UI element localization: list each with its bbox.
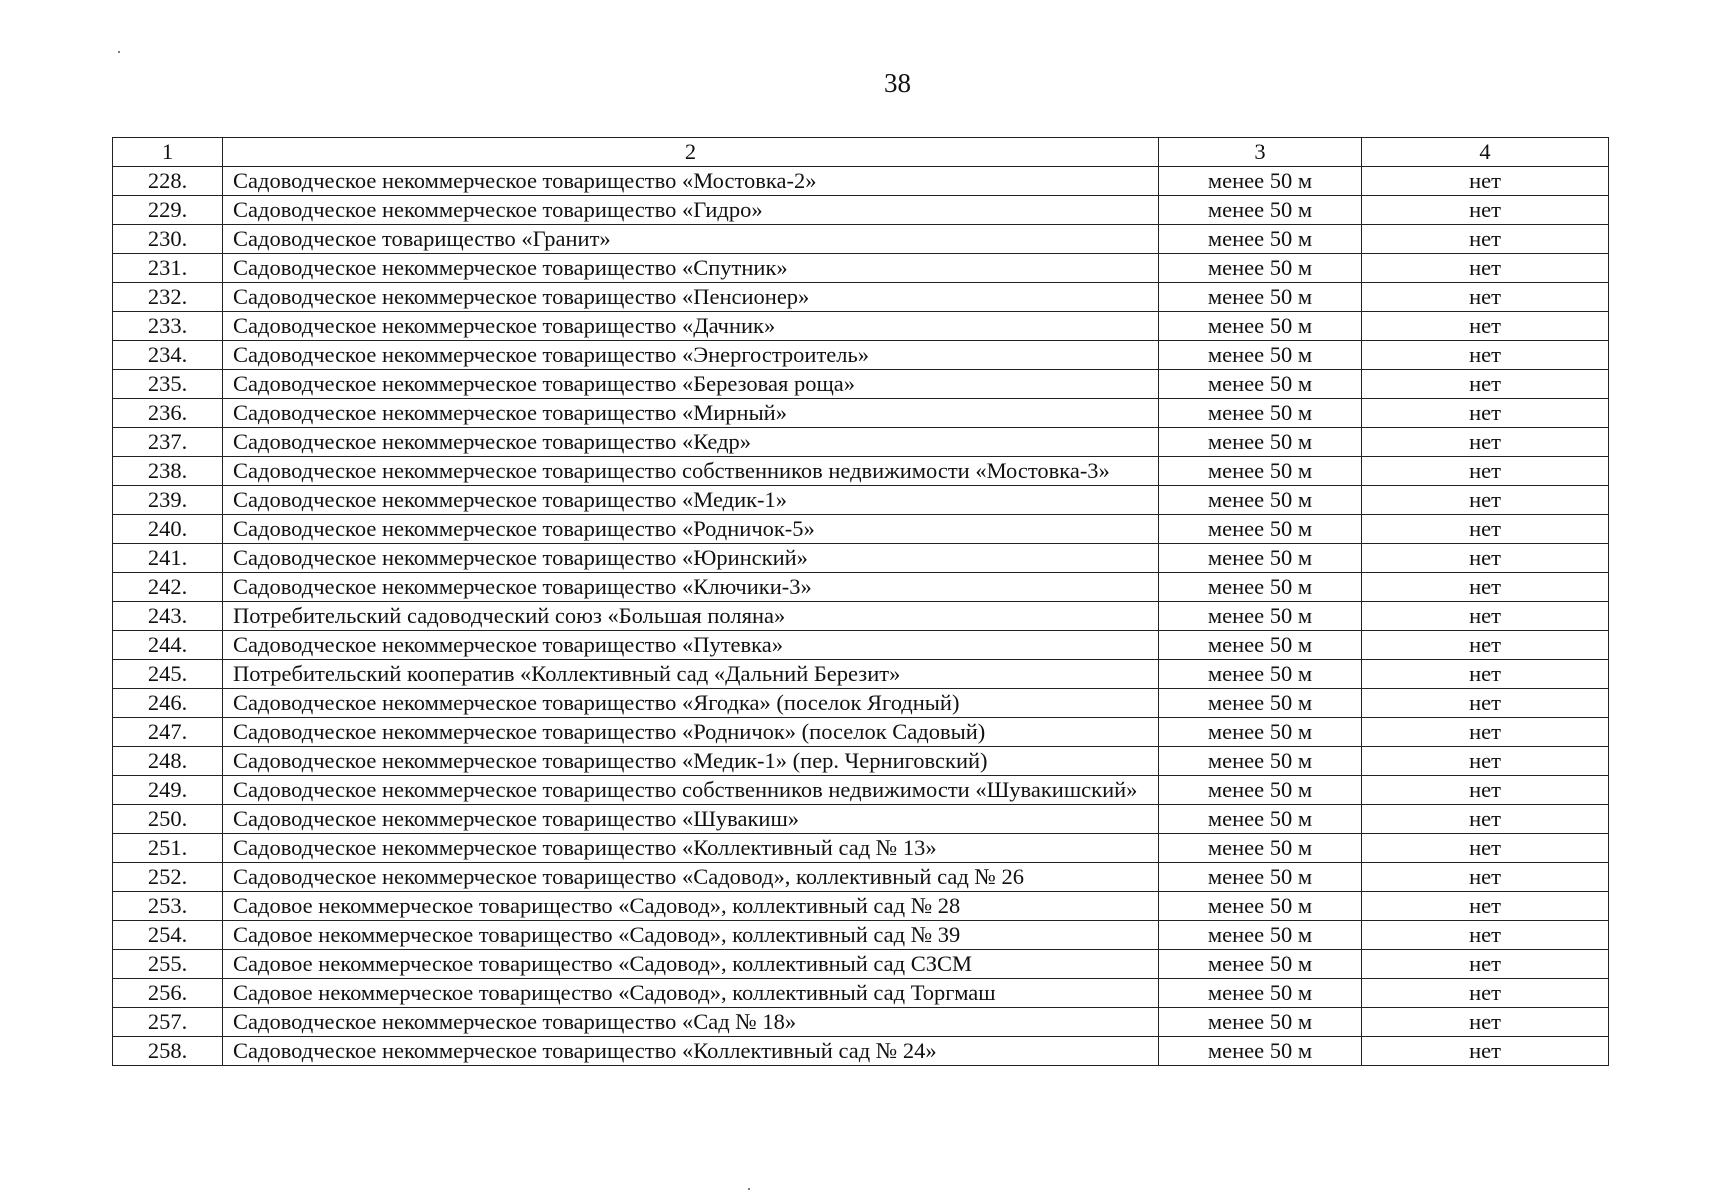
table-row <box>113 225 1609 254</box>
row-status: нет <box>1362 428 1609 457</box>
row-organization-name: Садоводческое некоммерческое товарищество «Садовод», коллективный сад № 26 <box>223 863 1159 892</box>
row-status: нет <box>1362 399 1609 428</box>
row-number: 238. <box>113 457 223 486</box>
row-number: 243. <box>113 602 223 631</box>
row-status: нет <box>1362 573 1609 602</box>
table-row <box>113 1037 1609 1066</box>
row-distance: менее 50 м <box>1159 486 1362 515</box>
row-distance: менее 50 м <box>1159 399 1362 428</box>
row-status: нет <box>1362 283 1609 312</box>
row-number: 236. <box>113 399 223 428</box>
row-distance: менее 50 м <box>1159 283 1362 312</box>
row-organization-name: Садоводческое некоммерческое товарищество «Мирный» <box>223 399 1159 428</box>
row-number: 242. <box>113 573 223 602</box>
row-number: 254. <box>113 921 223 950</box>
table-row <box>113 892 1609 921</box>
row-status: нет <box>1362 312 1609 341</box>
row-distance: менее 50 м <box>1159 515 1362 544</box>
row-status: нет <box>1362 718 1609 747</box>
row-distance: менее 50 м <box>1159 776 1362 805</box>
scan-speck <box>118 51 120 53</box>
table-row <box>113 1008 1609 1037</box>
table-row <box>113 602 1609 631</box>
row-status: нет <box>1362 921 1609 950</box>
row-number: 233. <box>113 312 223 341</box>
table-row <box>113 718 1609 747</box>
row-distance: менее 50 м <box>1159 196 1362 225</box>
row-distance: менее 50 м <box>1159 428 1362 457</box>
row-distance: менее 50 м <box>1159 1008 1362 1037</box>
row-distance: менее 50 м <box>1159 225 1362 254</box>
row-number: 248. <box>113 747 223 776</box>
row-organization-name: Садоводческое некоммерческое товарищество «Мостовка-2» <box>223 167 1159 196</box>
row-status: нет <box>1362 196 1609 225</box>
row-status: нет <box>1362 950 1609 979</box>
table-row <box>113 660 1609 689</box>
table-row <box>113 428 1609 457</box>
row-distance: менее 50 м <box>1159 341 1362 370</box>
row-status: нет <box>1362 747 1609 776</box>
table-row <box>113 341 1609 370</box>
header-col-4: 4 <box>1362 138 1609 167</box>
row-number: 229. <box>113 196 223 225</box>
row-distance: менее 50 м <box>1159 370 1362 399</box>
row-organization-name: Садоводческое некоммерческое товарищество «Юринский» <box>223 544 1159 573</box>
row-number: 251. <box>113 834 223 863</box>
table-row <box>113 776 1609 805</box>
row-status: нет <box>1362 805 1609 834</box>
row-distance: менее 50 м <box>1159 544 1362 573</box>
row-status: нет <box>1362 457 1609 486</box>
row-status: нет <box>1362 834 1609 863</box>
table-row <box>113 167 1609 196</box>
row-distance: менее 50 м <box>1159 834 1362 863</box>
row-distance: менее 50 м <box>1159 805 1362 834</box>
row-status: нет <box>1362 892 1609 921</box>
table-row <box>113 689 1609 718</box>
row-distance: менее 50 м <box>1159 1037 1362 1066</box>
table-row <box>113 254 1609 283</box>
row-number: 255. <box>113 950 223 979</box>
row-organization-name: Потребительский кооператив «Коллективный сад «Дальний Березит» <box>223 660 1159 689</box>
row-distance: менее 50 м <box>1159 660 1362 689</box>
row-number: 237. <box>113 428 223 457</box>
row-status: нет <box>1362 167 1609 196</box>
row-distance: менее 50 м <box>1159 254 1362 283</box>
row-distance: менее 50 м <box>1159 921 1362 950</box>
row-organization-name: Садоводческое некоммерческое товарищество «Шувакиш» <box>223 805 1159 834</box>
row-organization-name: Садоводческое некоммерческое товарищество собственников недвижимости «Мостовка-3» <box>223 457 1159 486</box>
row-organization-name: Садовое некоммерческое товарищество «Садовод», коллективный сад № 28 <box>223 892 1159 921</box>
row-organization-name: Садоводческое некоммерческое товарищество «Коллективный сад № 13» <box>223 834 1159 863</box>
table-row <box>113 370 1609 399</box>
table-row <box>113 747 1609 776</box>
row-organization-name: Садоводческое некоммерческое товарищество «Медик-1» (пер. Черниговский) <box>223 747 1159 776</box>
row-organization-name: Садовое некоммерческое товарищество «Садовод», коллективный сад СЗСМ <box>223 950 1159 979</box>
row-organization-name: Садоводческое некоммерческое товарищество «Родничок» (поселок Садовый) <box>223 718 1159 747</box>
row-number: 246. <box>113 689 223 718</box>
row-number: 239. <box>113 486 223 515</box>
row-number: 253. <box>113 892 223 921</box>
table-row <box>113 573 1609 602</box>
page-number: 38 <box>884 68 911 98</box>
row-number: 241. <box>113 544 223 573</box>
row-status: нет <box>1362 225 1609 254</box>
row-distance: менее 50 м <box>1159 689 1362 718</box>
row-status: нет <box>1362 341 1609 370</box>
row-status: нет <box>1362 979 1609 1008</box>
row-organization-name: Садоводческое некоммерческое товарищество «Энергостроитель» <box>223 341 1159 370</box>
row-number: 247. <box>113 718 223 747</box>
row-organization-name: Садоводческое некоммерческое товарищество «Березовая роща» <box>223 370 1159 399</box>
row-status: нет <box>1362 689 1609 718</box>
row-organization-name: Садовое некоммерческое товарищество «Садовод», коллективный сад Торгмаш <box>223 979 1159 1008</box>
row-organization-name: Садоводческое некоммерческое товарищество «Дачник» <box>223 312 1159 341</box>
row-status: нет <box>1362 544 1609 573</box>
header-col-3: 3 <box>1159 138 1362 167</box>
table-row <box>113 631 1609 660</box>
row-organization-name: Садоводческое некоммерческое товарищество «Спутник» <box>223 254 1159 283</box>
row-organization-name: Садоводческое некоммерческое товарищество «Ягодка» (поселок Ягодный) <box>223 689 1159 718</box>
row-organization-name: Садовое некоммерческое товарищество «Садовод», коллективный сад № 39 <box>223 921 1159 950</box>
row-status: нет <box>1362 776 1609 805</box>
row-distance: менее 50 м <box>1159 312 1362 341</box>
row-organization-name: Садоводческое некоммерческое товарищество собственников недвижимости «Шувакишский» <box>223 776 1159 805</box>
row-distance: менее 50 м <box>1159 167 1362 196</box>
row-number: 235. <box>113 370 223 399</box>
row-status: нет <box>1362 1037 1609 1066</box>
row-organization-name: Садоводческое некоммерческое товарищество «Пенсионер» <box>223 283 1159 312</box>
row-number: 234. <box>113 341 223 370</box>
row-organization-name: Садоводческое некоммерческое товарищество «Сад № 18» <box>223 1008 1159 1037</box>
row-status: нет <box>1362 254 1609 283</box>
row-number: 230. <box>113 225 223 254</box>
table-row <box>113 515 1609 544</box>
row-organization-name: Садоводческое некоммерческое товарищество «Гидро» <box>223 196 1159 225</box>
row-status: нет <box>1362 631 1609 660</box>
row-number: 257. <box>113 1008 223 1037</box>
row-number: 244. <box>113 631 223 660</box>
row-number: 249. <box>113 776 223 805</box>
row-organization-name: Садоводческое некоммерческое товарищество «Кедр» <box>223 428 1159 457</box>
row-distance: менее 50 м <box>1159 979 1362 1008</box>
table-row <box>113 834 1609 863</box>
row-organization-name: Садоводческое некоммерческое товарищество «Коллективный сад № 24» <box>223 1037 1159 1066</box>
row-distance: менее 50 м <box>1159 573 1362 602</box>
header-col-2: 2 <box>223 138 1159 167</box>
row-distance: менее 50 м <box>1159 950 1362 979</box>
row-status: нет <box>1362 515 1609 544</box>
table-row <box>113 283 1609 312</box>
row-status: нет <box>1362 660 1609 689</box>
row-organization-name: Садоводческое товарищество «Гранит» <box>223 225 1159 254</box>
table-row <box>113 457 1609 486</box>
row-number: 258. <box>113 1037 223 1066</box>
row-distance: менее 50 м <box>1159 718 1362 747</box>
row-status: нет <box>1362 602 1609 631</box>
table-row <box>113 399 1609 428</box>
table-row <box>113 950 1609 979</box>
row-organization-name: Садоводческое некоммерческое товарищество «Ключики-3» <box>223 573 1159 602</box>
row-number: 228. <box>113 167 223 196</box>
row-organization-name: Садоводческое некоммерческое товарищество «Путевка» <box>223 631 1159 660</box>
row-number: 245. <box>113 660 223 689</box>
table-row <box>113 196 1609 225</box>
row-distance: менее 50 м <box>1159 457 1362 486</box>
scan-speck <box>748 1188 750 1190</box>
table-row <box>113 863 1609 892</box>
row-number: 256. <box>113 979 223 1008</box>
table-row <box>113 979 1609 1008</box>
row-number: 250. <box>113 805 223 834</box>
row-number: 252. <box>113 863 223 892</box>
row-number: 231. <box>113 254 223 283</box>
row-status: нет <box>1362 863 1609 892</box>
row-status: нет <box>1362 1008 1609 1037</box>
row-distance: менее 50 м <box>1159 602 1362 631</box>
registry-table <box>112 137 1609 1066</box>
table-row <box>113 921 1609 950</box>
table-body <box>113 167 1609 1066</box>
table-row <box>113 544 1609 573</box>
row-distance: менее 50 м <box>1159 892 1362 921</box>
row-distance: менее 50 м <box>1159 863 1362 892</box>
table-row <box>113 486 1609 515</box>
header-row <box>113 138 1609 167</box>
row-distance: менее 50 м <box>1159 631 1362 660</box>
row-organization-name: Садоводческое некоммерческое товарищество «Медик-1» <box>223 486 1159 515</box>
row-number: 232. <box>113 283 223 312</box>
row-organization-name: Садоводческое некоммерческое товарищество «Родничок-5» <box>223 515 1159 544</box>
table-header <box>113 138 1609 167</box>
table-row <box>113 312 1609 341</box>
row-organization-name: Потребительский садоводческий союз «Большая поляна» <box>223 602 1159 631</box>
header-col-1: 1 <box>113 138 223 167</box>
table-row <box>113 805 1609 834</box>
row-status: нет <box>1362 370 1609 399</box>
row-distance: менее 50 м <box>1159 747 1362 776</box>
row-status: нет <box>1362 486 1609 515</box>
row-number: 240. <box>113 515 223 544</box>
